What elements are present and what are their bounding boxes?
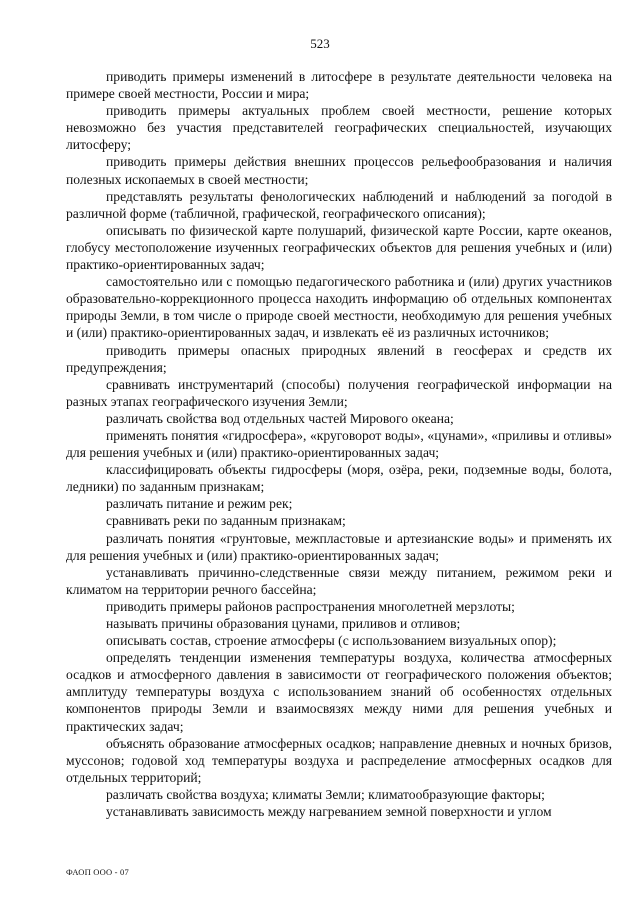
paragraph: различать понятия «грунтовые, межпластовые и артезианские воды» и применять их для решения учебных и (или) практико-ориентированных задач; bbox=[66, 530, 612, 563]
paragraph: приводить примеры опасных природных явлений в геосферах и средств их предупреждения; bbox=[66, 342, 612, 375]
paragraph: называть причины образования цунами, приливов и отливов; bbox=[106, 616, 461, 631]
paragraph: приводить примеры действия внешних процессов рельефообразования и наличия полезных ископаемых в своей местности; bbox=[66, 154, 612, 187]
paragraph: различать свойства воздуха; климаты Земли; климатообразующие факторы; bbox=[106, 786, 545, 802]
paragraph: описывать состав, строение атмосферы (с использованием визуальных опор); bbox=[106, 633, 557, 649]
paragraph: сравнивать реки по заданным признакам; bbox=[106, 513, 346, 529]
paragraph: приводить примеры изменений в литосфере в результате деятельности человека на примере своей местности, России и мира; bbox=[66, 69, 612, 102]
page-number: 523 bbox=[310, 36, 330, 51]
footer-code: ФАОП ООО - 07 bbox=[66, 867, 129, 877]
paragraph: устанавливать причинно-следственные связи между питанием, режимом реки и климатом на территории речного бассейна; bbox=[66, 564, 612, 597]
paragraph: различать питание и режим рек; bbox=[106, 496, 293, 512]
paragraph: описывать по физической карте полушарий, физической карте России, карте океанов, глобусу местоположение изученных географических объектов для решения учебных и (или) практико-ориентированных задач; bbox=[66, 222, 612, 273]
paragraph: сравнивать инструментарий (способы) получения географической информации на разных этапах географического изучения Земли; bbox=[66, 376, 612, 409]
paragraph: различать свойства вод отдельных частей Мирового океана; bbox=[106, 410, 454, 426]
paragraph: представлять результаты фенологических наблюдений и наблюдений за погодой в различной форме (табличной, графической, географического описания); bbox=[66, 188, 612, 221]
paragraph: определять тенденции изменения температуры воздуха, количества атмосферных осадков и атмосферного давления в зависимости от географического положения объектов; амплитуду температуры воздуха с использованием знаний об особенностях отдельных компонентов природы Земли и взаимосвязях между ними для решения учебных и практических задач; bbox=[66, 650, 612, 734]
paragraph: объяснять образование атмосферных осадков; направление дневных и ночных бризов, муссонов; годовой ход температуры воздуха и распределение атмосферных осадков для отдельных территорий; bbox=[66, 735, 612, 785]
paragraph: приводить примеры актуальных проблем своей местности, решение которых невозможно без участия представителей географических специальностей, изучающих литосферу; bbox=[66, 103, 612, 153]
paragraph: приводить примеры районов распространения многолетней мерзлоты; bbox=[106, 598, 515, 614]
paragraph: устанавливать зависимость между нагреванием земной поверхности и углом bbox=[106, 804, 552, 820]
paragraph: применять понятия «гидросфера», «круговорот воды», «цунами», «приливы и отливы» для решения учебных и (или) практико-ориентированных задач; bbox=[66, 427, 612, 461]
body-text bbox=[66, 68, 612, 820]
paragraph: классифицировать объекты гидросферы (моря, озёра, реки, подземные воды, болота, ледники) по заданным признакам; bbox=[66, 462, 612, 495]
paragraph: самостоятельно или с помощью педагогического работника и (или) других участников образовательно-коррекционного процесса находить информацию об отдельных компонентах природы Земли, в том числе о природе своей местности, необходимую для решения учебных и (или) практико-ориентированных задач, и извлекать её из различных источников; bbox=[66, 274, 612, 341]
